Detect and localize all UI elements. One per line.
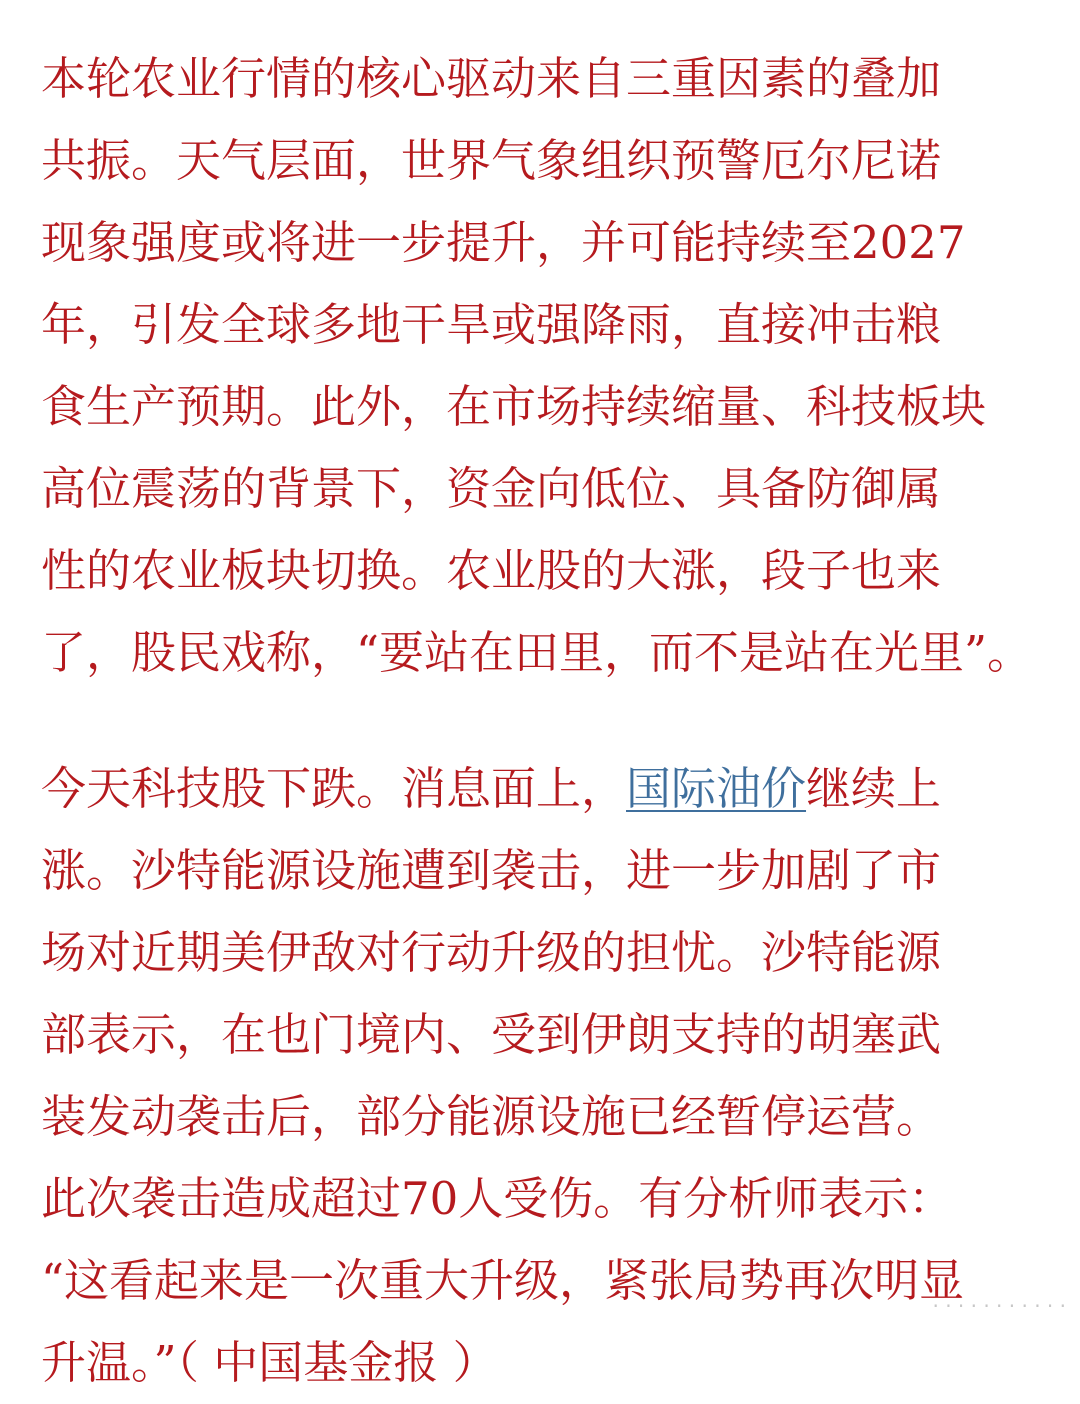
oil-price-link[interactable]: 国际油价	[626, 762, 807, 815]
paragraph-line: 本轮农业行情的核心驱动来自三重因素的叠加	[41, 52, 942, 105]
paragraph-gap	[41, 694, 1041, 748]
paragraph-agriculture	[41, 38, 1041, 694]
paragraph-line: 此次袭击造成超过70人受伤。有分析师表示：	[41, 1172, 954, 1225]
paragraph-tech-stocks	[41, 748, 1041, 1404]
paragraph-line: 了，股民戏称，“要站在田里，而不是站在光里”。	[41, 626, 1033, 679]
paragraph-line: 场对近期美伊敌对行动升级的担忧。沙特能源	[41, 926, 942, 979]
paragraph-line: 装发动袭击后，部分能源设施已经暂停运营。	[41, 1090, 942, 1143]
paragraph-line: 涨。沙特能源设施遭到袭击，进一步加剧了市	[41, 844, 942, 897]
paragraph-line: 部表示，在也门境内、受到伊朗支持的胡塞武	[41, 1008, 942, 1061]
watermark-text: · · · · · · · · · · ·	[932, 1294, 1066, 1318]
paragraph-line: 现象强度或将进一步提升，并可能持续至2027	[41, 216, 966, 269]
paragraph-line: 升温。”（ 中国基金报 ）	[41, 1336, 498, 1389]
paragraph-line: 年，引发全球多地干旱或强降雨，直接冲击粮	[41, 298, 942, 351]
paragraph-line: 性的农业板块切换。农业股的大涨，段子也来	[41, 544, 942, 597]
article-body	[41, 38, 1041, 1404]
paragraph-line: 共振。天气层面，世界气象组织预警厄尔尼诺	[41, 134, 942, 187]
paragraph-line: 高位震荡的背景下，资金向低位、具备防御属	[41, 462, 942, 515]
line-text-after-link: 继续上	[806, 762, 942, 815]
paragraph-line: “这看起来是一次重大升级，紧张局势再次明显	[41, 1254, 965, 1307]
line-text-before-link: 今天科技股下跌。消息面上，	[41, 762, 627, 815]
paragraph-line: 食生产预期。此外，在市场持续缩量、科技板块	[41, 380, 987, 433]
paragraph-line-with-link	[41, 748, 1041, 830]
